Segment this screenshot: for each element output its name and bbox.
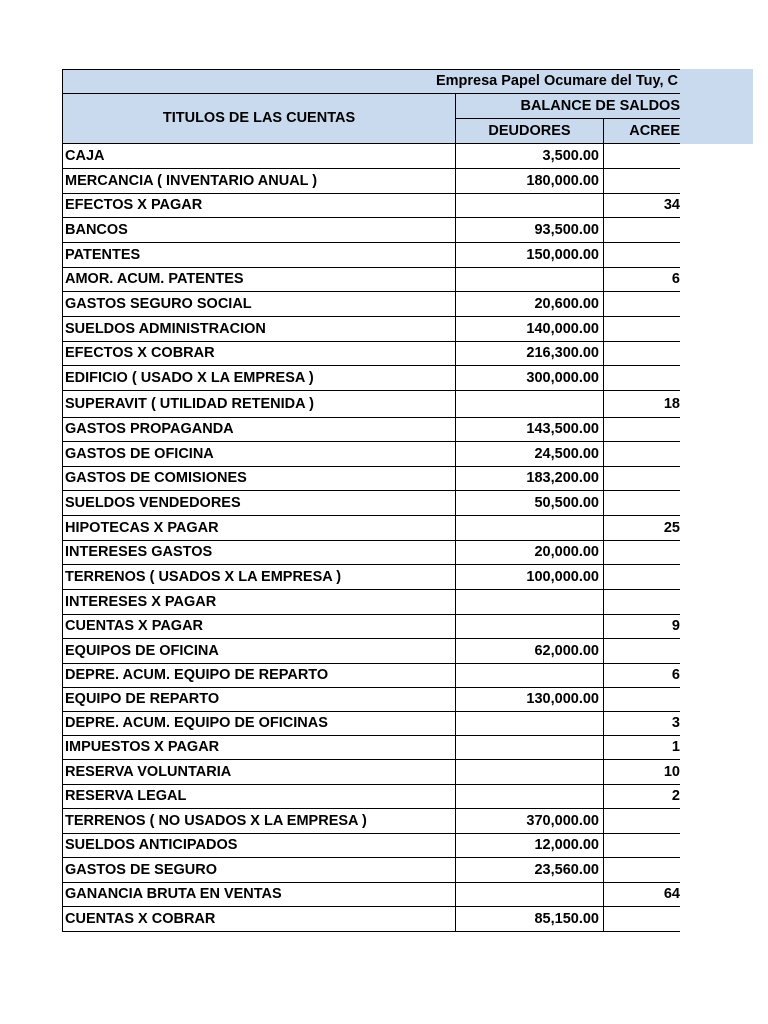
account-cell[interactable] [62,217,456,243]
account-name: CUENTAS X PAGAR [65,618,204,635]
credit-cell[interactable] [603,687,680,712]
debit-cell[interactable] [455,490,604,516]
account-cell[interactable] [62,441,456,467]
debit-value: 150,000.00 [526,246,599,263]
debit-header-text: DEUDORES [488,122,571,139]
debit-cell[interactable] [455,316,604,342]
account-name: SUELDOS ADMINISTRACION [65,320,266,337]
debit-value: 62,000.00 [534,642,599,659]
credit-cell[interactable] [603,390,680,418]
account-name: MERCANCIA ( INVENTARIO ANUAL ) [65,172,318,189]
credit-value: 34 [663,197,680,214]
account-name: TERRENOS ( USADOS X LA EMPRESA ) [65,568,342,585]
debit-cell[interactable] [455,808,604,834]
credit-cell[interactable] [603,365,680,391]
account-cell[interactable] [62,663,456,688]
account-cell[interactable] [62,882,456,907]
credit-value: 1 [671,739,680,756]
debit-cell[interactable] [455,711,604,736]
account-cell[interactable] [62,341,456,366]
debit-value: 130,000.00 [526,691,599,708]
debit-cell[interactable] [455,217,604,243]
accounts-header [62,93,456,144]
account-cell[interactable] [62,784,456,809]
account-cell[interactable] [62,808,456,834]
credit-cell[interactable] [603,466,680,491]
account-cell[interactable] [62,466,456,491]
account-name: GASTOS DE OFICINA [65,445,214,462]
debit-value: 20,000.00 [534,544,599,561]
account-name: INTERESES GASTOS [65,544,213,561]
debit-cell[interactable] [455,390,604,418]
account-name: SUPERAVIT ( UTILIDAD RETENIDA ) [65,395,314,412]
account-name: CUENTAS X COBRAR [65,910,216,927]
account-cell[interactable] [62,242,456,268]
account-cell[interactable] [62,564,456,590]
credit-cell[interactable] [603,417,680,442]
credit-cell[interactable] [603,168,680,194]
account-cell[interactable] [62,291,456,317]
account-name: EQUIPOS DE OFICINA [65,642,219,659]
debit-header [455,118,604,144]
accounts-header-text: TITULOS DE LAS CUENTAS [162,110,356,127]
debit-cell[interactable] [455,564,604,590]
debit-cell[interactable] [455,143,604,169]
account-cell[interactable] [62,614,456,639]
account-cell[interactable] [62,759,456,785]
account-name: GANANCIA BRUTA EN VENTAS [65,886,282,903]
credit-cell[interactable] [603,515,680,541]
debit-cell[interactable] [455,784,604,809]
debit-cell[interactable] [455,833,604,858]
account-cell[interactable] [62,857,456,883]
account-name: GASTOS DE SEGURO [65,861,218,878]
account-cell[interactable] [62,687,456,712]
debit-cell[interactable] [455,857,604,883]
account-name: EFECTOS X PAGAR [65,197,203,214]
account-name: PATENTES [65,246,141,263]
debit-cell[interactable] [455,168,604,194]
credit-cell[interactable] [603,540,680,565]
account-cell[interactable] [62,316,456,342]
account-cell[interactable] [62,711,456,736]
debit-value: 23,560.00 [534,861,599,878]
debit-value: 85,150.00 [534,910,599,927]
debit-cell[interactable] [455,466,604,491]
account-cell[interactable] [62,906,456,932]
credit-value: 64 [663,886,680,903]
account-name: AMOR. ACUM. PATENTES [65,271,244,288]
credit-cell[interactable] [603,193,680,218]
debit-cell[interactable] [455,759,604,785]
debit-value: 12,000.00 [534,837,599,854]
debit-cell[interactable] [455,341,604,366]
credit-cell[interactable] [603,663,680,688]
credit-value: 10 [663,763,680,780]
credit-value: 6 [671,667,680,684]
debit-cell[interactable] [455,638,604,664]
account-name: EDIFICIO ( USADO X LA EMPRESA ) [65,369,314,386]
debit-cell[interactable] [455,589,604,615]
debit-cell[interactable] [455,417,604,442]
account-cell[interactable] [62,638,456,664]
account-name: IMPUESTOS X PAGAR [65,739,220,756]
debit-cell[interactable] [455,614,604,639]
account-cell[interactable] [62,193,456,218]
debit-cell[interactable] [455,663,604,688]
debit-cell[interactable] [455,687,604,712]
debit-value: 50,500.00 [534,494,599,511]
debit-value: 3,500.00 [542,147,599,164]
account-name: SUELDOS ANTICIPADOS [65,837,238,854]
debit-cell[interactable] [455,441,604,467]
debit-cell[interactable] [455,242,604,268]
debit-value: 370,000.00 [526,812,599,829]
debit-value: 180,000.00 [526,172,599,189]
company-title [62,69,680,94]
debit-value: 100,000.00 [526,568,599,585]
account-cell[interactable] [62,490,456,516]
credit-cell[interactable] [603,143,680,169]
credit-cell[interactable] [603,589,680,615]
credit-cell[interactable] [603,441,680,467]
credit-cell[interactable] [603,735,680,760]
debit-value: 140,000.00 [526,320,599,337]
account-name: DEPRE. ACUM. EQUIPO DE OFICINAS [65,715,328,732]
credit-cell[interactable] [603,291,680,317]
account-name: INTERESES X PAGAR [65,593,217,610]
account-name: HIPOTECAS X PAGAR [65,519,219,536]
account-cell[interactable] [62,143,456,169]
credit-cell[interactable] [603,341,680,366]
account-cell[interactable] [62,540,456,565]
account-name: BANCOS [65,221,128,238]
credit-cell[interactable] [603,242,680,268]
debit-cell[interactable] [455,540,604,565]
debit-value: 183,200.00 [526,470,599,487]
credit-cell[interactable] [603,711,680,736]
credit-cell[interactable] [603,638,680,664]
credit-cell[interactable] [603,217,680,243]
debit-value: 20,600.00 [534,295,599,312]
debit-cell[interactable] [455,365,604,391]
account-name: GASTOS SEGURO SOCIAL [65,295,252,312]
debit-value: 300,000.00 [526,369,599,386]
credit-cell[interactable] [603,267,680,292]
credit-value: 2 [671,788,680,805]
company-title-text: Empresa Papel Ocumare del Tuy, C [435,73,678,90]
debit-cell[interactable] [455,515,604,541]
account-name: TERRENOS ( NO USADOS X LA EMPRESA ) [65,812,367,829]
debit-value: 143,500.00 [526,421,599,438]
credit-header [603,118,680,144]
account-name: RESERVA VOLUNTARIA [65,763,232,780]
credit-cell[interactable] [603,906,680,932]
account-name: EQUIPO DE REPARTO [65,691,220,708]
account-cell[interactable] [62,168,456,194]
account-cell[interactable] [62,515,456,541]
debit-value: 216,300.00 [526,345,599,362]
credit-cell[interactable] [603,614,680,639]
credit-header-text: ACREE [629,122,680,139]
account-cell[interactable] [62,365,456,391]
credit-value: 3 [671,715,680,732]
credit-cell[interactable] [603,490,680,516]
account-cell[interactable] [62,417,456,442]
credit-cell[interactable] [603,564,680,590]
debit-cell[interactable] [455,291,604,317]
credit-value: 18 [663,395,680,412]
credit-cell[interactable] [603,759,680,785]
debit-cell[interactable] [455,267,604,292]
debit-cell[interactable] [455,193,604,218]
account-name: DEPRE. ACUM. EQUIPO DE REPARTO [65,667,329,684]
account-name: RESERVA LEGAL [65,788,187,805]
account-name: CAJA [65,147,105,164]
account-cell[interactable] [62,390,456,418]
account-cell[interactable] [62,735,456,760]
credit-cell[interactable] [603,808,680,834]
account-name: SUELDOS VENDEDORES [65,494,241,511]
account-cell[interactable] [62,589,456,615]
credit-value: 25 [663,519,680,536]
account-name: GASTOS PROPAGANDA [65,421,234,438]
credit-cell[interactable] [603,857,680,883]
debit-cell[interactable] [455,906,604,932]
credit-value: 6 [671,271,680,288]
credit-cell[interactable] [603,316,680,342]
debit-value: 24,500.00 [534,445,599,462]
debit-cell[interactable] [455,882,604,907]
balance-header [455,93,680,119]
account-cell[interactable] [62,833,456,858]
credit-cell[interactable] [603,784,680,809]
debit-value: 93,500.00 [534,221,599,238]
credit-cell[interactable] [603,833,680,858]
account-name: EFECTOS X COBRAR [65,345,215,362]
balance-header-text: BALANCE DE SALDOS [520,97,680,114]
credit-cell[interactable] [603,882,680,907]
account-cell[interactable] [62,267,456,292]
credit-value: 9 [671,618,680,635]
debit-cell[interactable] [455,735,604,760]
account-name: GASTOS DE COMISIONES [65,470,247,487]
